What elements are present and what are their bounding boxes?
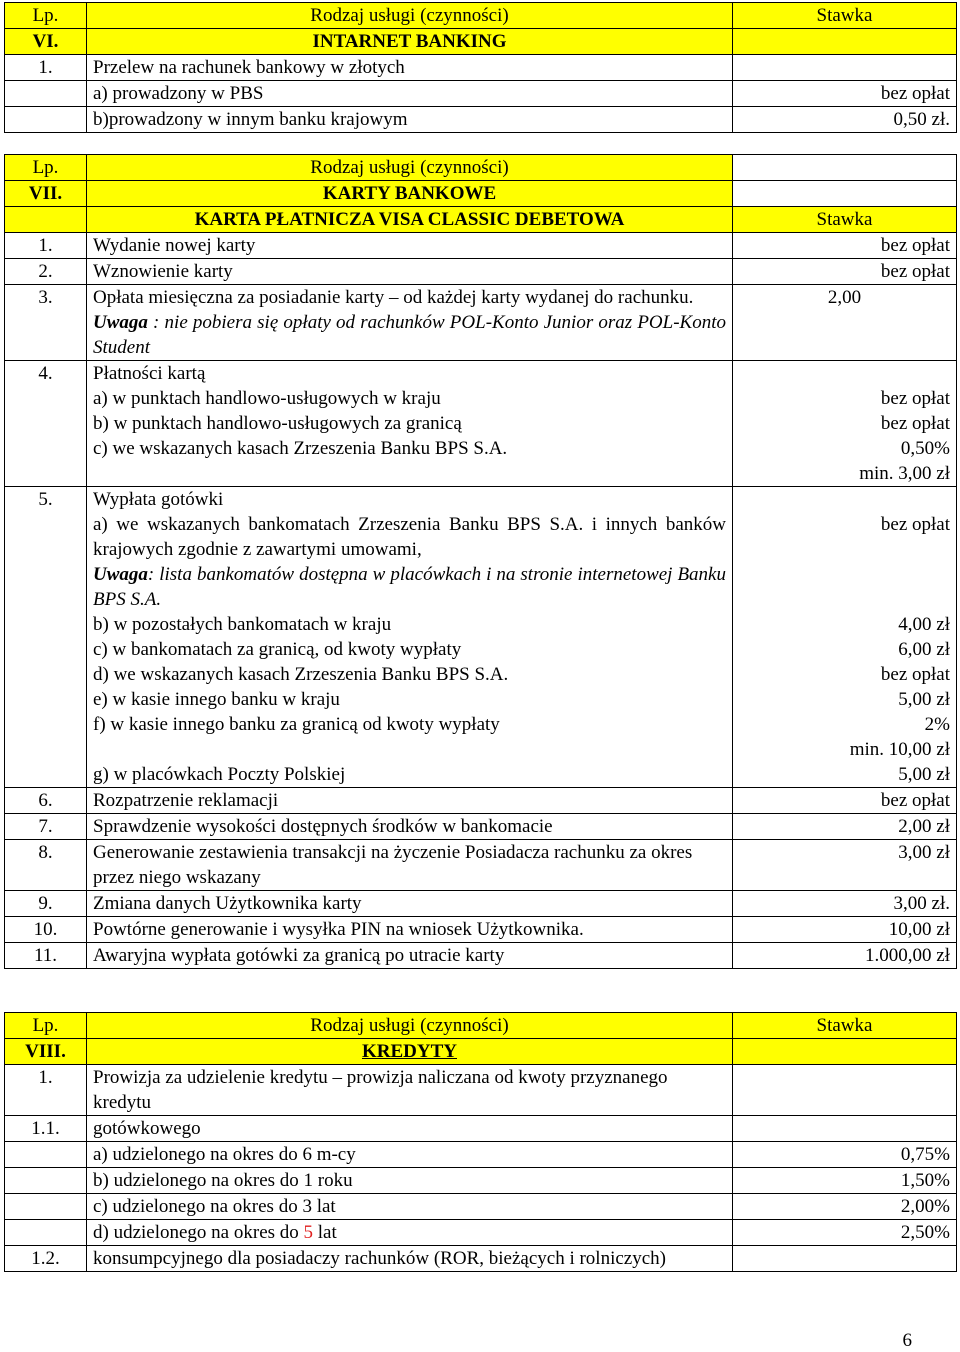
table-row: [5, 361, 957, 487]
row-number: 2.: [5, 259, 87, 285]
table-row: [5, 233, 957, 259]
row-rate: 5,00 zł: [898, 689, 950, 710]
table-row: [5, 1065, 957, 1116]
row-label: Prowizja za udzielenie kredytu – prowizja naliczana od kwoty przyznanego kredytu: [87, 1065, 733, 1116]
table-row: [5, 107, 957, 133]
row-number: 1.: [5, 1065, 87, 1116]
rate-header: Stawka: [733, 1013, 957, 1039]
section-title-row: [5, 1039, 957, 1065]
row-label: a) udzielonego na okres do 6 m-cy: [87, 1142, 733, 1168]
row-number: 11.: [5, 943, 87, 969]
table-row: [5, 55, 957, 81]
row-rate: 0,50 zł.: [733, 107, 957, 133]
section-subtitle-row: [5, 207, 957, 233]
row-rate: 10,00 zł: [733, 917, 957, 943]
row-rate: 1,50%: [733, 1168, 957, 1194]
row-label: b) w punktach handlowo-usługowych za granicą: [93, 413, 462, 434]
row-rate: 1.000,00 zł: [733, 943, 957, 969]
section-title: KARTY BANKOWE: [87, 181, 733, 207]
rate-header: Stawka: [733, 207, 957, 233]
row-label: a) w punktach handlowo-usługowych w kraju: [93, 388, 441, 409]
table-row: [5, 1220, 957, 1246]
row-label: konsumpcyjnego dla posiadaczy rachunków (ROR, bieżących i rolniczych): [87, 1246, 733, 1272]
row-rate: 4,00 zł: [898, 614, 950, 635]
table-row: [5, 917, 957, 943]
row-label: Płatności kartą: [93, 363, 206, 384]
row-label: Powtórne generowanie i wysyłka PIN na wniosek Użytkownika.: [87, 917, 733, 943]
table-row: [5, 1116, 957, 1142]
row-label: Rozpatrzenie reklamacji: [87, 788, 733, 814]
lp-header: Lp.: [5, 3, 87, 29]
row-label: e) w kasie innego banku w kraju: [93, 689, 340, 710]
row-label: a) we wskazanych bankomatach Zrzeszenia Banku BPS S.A. i innych banków krajowych zgodnie z zawartymi umowami,: [93, 514, 726, 560]
row-label: g) w placówkach Poczty Polskiej: [93, 764, 346, 785]
section-title: KREDYTY: [87, 1039, 733, 1065]
row-label: Generowanie zestawienia transakcji na życzenie Posiadacza rachunku za okres przez niego wskazany: [87, 840, 733, 891]
row-rate: 0,50%: [900, 438, 950, 459]
row-label: Wznowienie karty: [87, 259, 733, 285]
row-rate: bez opłat: [733, 233, 957, 259]
row-label: Przelew na rachunek bankowy w złotych: [87, 55, 733, 81]
row-number: 9.: [5, 891, 87, 917]
row-rate: bez opłat: [880, 514, 950, 535]
row-rate: 6,00 zł: [898, 639, 950, 660]
section-title-row: [5, 29, 957, 55]
table-row: [5, 788, 957, 814]
row-label: gotówkowego: [87, 1116, 733, 1142]
lp-header: Lp.: [5, 155, 87, 181]
section-subtitle: KARTA PŁATNICZA VISA CLASSIC DEBETOWA: [87, 207, 733, 233]
rate-header: Stawka: [733, 3, 957, 29]
table-row: [5, 1142, 957, 1168]
table-row: [5, 1168, 957, 1194]
row-number: 10.: [5, 917, 87, 943]
note-text: : lista bankomatów dostępna w placówkach i na stronie internetowej Banku BPS S.A.: [93, 564, 726, 610]
table-header-row: [5, 1013, 957, 1039]
table-row: [5, 1246, 957, 1272]
section-title: INTARNET BANKING: [87, 29, 733, 55]
row-number: 4.: [5, 361, 87, 487]
table-row: [5, 891, 957, 917]
row-label: Sprawdzenie wysokości dostępnych środków w bankomacie: [87, 814, 733, 840]
row-number: 3.: [5, 285, 87, 361]
table-header-row: [5, 155, 957, 181]
row-rate: bez opłat: [733, 259, 957, 285]
section-title-row: [5, 181, 957, 207]
row-label: b) udzielonego na okres do 1 roku: [87, 1168, 733, 1194]
table-row: [5, 285, 957, 361]
table-row: [5, 487, 957, 788]
page-number: 6: [902, 1330, 912, 1351]
row-rate: 2,50%: [733, 1220, 957, 1246]
table-row: [5, 259, 957, 285]
row-number: 8.: [5, 840, 87, 891]
table-row: [5, 840, 957, 891]
row-number: 1.: [5, 233, 87, 259]
row-label: Wypłata gotówki: [93, 489, 224, 510]
row-number: 1.2.: [5, 1246, 87, 1272]
table-row: [5, 81, 957, 107]
row-label: Awaryjna wypłata gotówki za granicą po utracie karty: [87, 943, 733, 969]
row-number: 7.: [5, 814, 87, 840]
row-rate: 2,00 zł: [733, 814, 957, 840]
row-number: 6.: [5, 788, 87, 814]
row-rate: 2,00%: [733, 1194, 957, 1220]
row-rate-min: min. 3,00 zł: [859, 463, 950, 484]
row-rate: bez opłat: [880, 664, 950, 685]
row-label: a) prowadzony w PBS: [87, 81, 733, 107]
table-header-row: [5, 3, 957, 29]
note-label: Uwaga: [93, 312, 148, 333]
note-label: Uwaga: [93, 564, 148, 585]
row-rate: 3,00 zł.: [733, 891, 957, 917]
row-rate: bez opłat: [733, 788, 957, 814]
row-number: 1.1.: [5, 1116, 87, 1142]
row-label: c) w bankomatach za granicą, od kwoty wypłaty: [93, 639, 462, 660]
row-label: d) udzielonego na okres do: [93, 1222, 304, 1243]
row-rate: bez opłat: [880, 388, 950, 409]
section-number: VIII.: [5, 1039, 87, 1065]
row-label: f) w kasie innego banku za granicą od kwoty wypłaty: [93, 714, 500, 735]
internet-banking-table: [4, 2, 957, 133]
table-row: [5, 1194, 957, 1220]
row-label: Wydanie nowej karty: [87, 233, 733, 259]
row-label: c) udzielonego na okres do 3 lat: [87, 1194, 733, 1220]
row-label: d) we wskazanych kasach Zrzeszenia Banku BPS S.A.: [93, 664, 509, 685]
service-header: Rodzaj usługi (czynności): [87, 3, 733, 29]
row-rate: 0,75%: [733, 1142, 957, 1168]
row-rate: 5,00 zł: [898, 764, 950, 785]
row-rate: 2%: [924, 714, 950, 735]
row-rate: bez opłat: [880, 413, 950, 434]
note-text: : nie pobiera się opłaty od rachunków POL-Konto Junior oraz POL-Konto Student: [93, 312, 726, 358]
row-label: b) w pozostałych bankomatach w kraju: [93, 614, 392, 635]
row-rate: bez opłat: [733, 81, 957, 107]
table-row: [5, 943, 957, 969]
table-row: [5, 814, 957, 840]
row-label: Zmiana danych Użytkownika karty: [87, 891, 733, 917]
service-header: Rodzaj usługi (czynności): [87, 155, 733, 181]
row-rate: 3,00 zł: [733, 840, 957, 891]
row-label: b)prowadzony w innym banku krajowym: [87, 107, 733, 133]
row-number: 5.: [5, 487, 87, 788]
section-number: VII.: [5, 181, 87, 207]
row-label: Opłata miesięczna za posiadanie karty – od każdej karty wydanej do rachunku.: [93, 287, 694, 308]
section-number: VI.: [5, 29, 87, 55]
row-rate-min: min. 10,00 zł: [849, 739, 950, 760]
credits-table: [4, 1012, 957, 1272]
row-label-suffix: lat: [313, 1222, 337, 1243]
lp-header: Lp.: [5, 1013, 87, 1039]
row-rate: 2,00: [733, 285, 957, 361]
service-header: Rodzaj usługi (czynności): [87, 1013, 733, 1039]
highlighted-number: 5: [303, 1222, 314, 1243]
row-label: c) we wskazanych kasach Zrzeszenia Banku BPS S.A.: [93, 438, 508, 459]
bank-cards-table: [4, 154, 957, 969]
row-number: 1.: [5, 55, 87, 81]
